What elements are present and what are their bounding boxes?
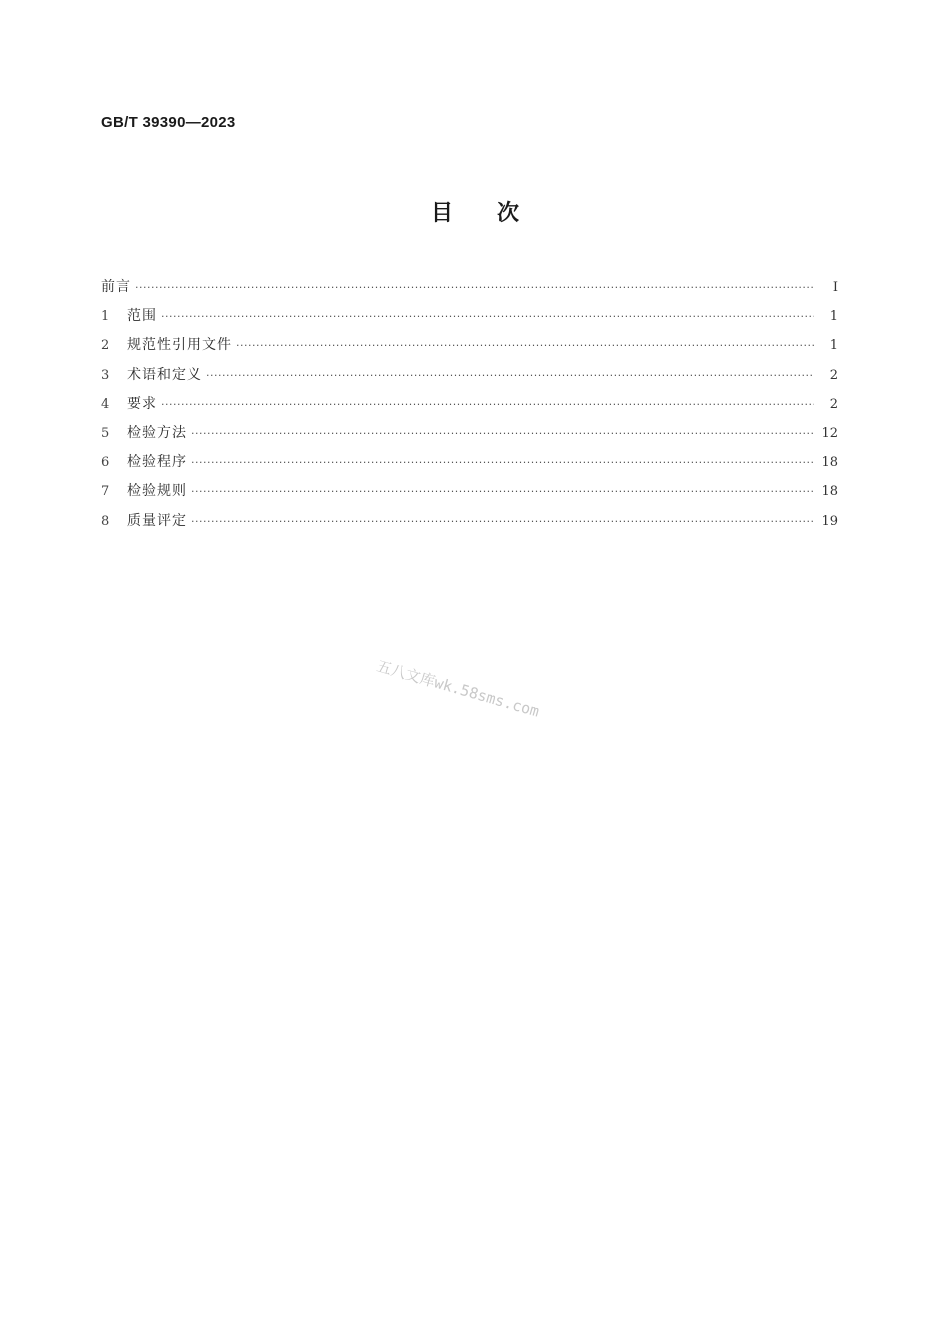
toc-entry-scope[interactable] [101, 305, 838, 334]
toc-entry-label: 要求 [127, 395, 157, 412]
toc-entry-foreword[interactable] [101, 276, 838, 305]
toc-entry-label: 范围 [127, 308, 157, 325]
toc-entry-normative-references[interactable] [101, 334, 838, 363]
toc-leader-dots [161, 398, 814, 411]
toc-entry-label: 检验规则 [127, 483, 187, 500]
toc-entry-label: 检验程序 [127, 454, 187, 471]
toc-entry-test-methods[interactable] [101, 422, 838, 451]
toc-entry-number: 7 [101, 484, 110, 500]
toc-leader-dots [191, 485, 814, 498]
toc-entry-label: 检验方法 [127, 424, 187, 441]
toc-leader-dots [135, 281, 814, 294]
toc-entry-page: 1 [829, 309, 838, 325]
toc-entry-page: 2 [829, 367, 838, 383]
toc-entry-page: 2 [829, 396, 838, 412]
toc-entry-inspection-rules[interactable] [101, 480, 838, 509]
toc-entry-label: 质量评定 [127, 512, 187, 529]
toc-entry-label: 规范性引用文件 [127, 337, 232, 354]
toc-leader-dots [191, 515, 814, 528]
toc-entry-label: 术语和定义 [127, 366, 202, 383]
toc-entry-test-procedure[interactable] [101, 451, 838, 480]
toc-entry-number: 3 [101, 367, 110, 383]
toc-entry-page: Ⅰ [832, 280, 838, 295]
toc-entry-page: 12 [821, 425, 838, 441]
toc-entry-page: 19 [821, 513, 838, 529]
page-title-left: 目 [430, 201, 453, 226]
toc-leader-dots [206, 369, 814, 382]
toc-entry-label: 前言 [101, 279, 131, 295]
watermark: 五八文库wk.58sms.com [374, 656, 542, 721]
toc-entry-page: 1 [829, 338, 838, 354]
toc-entry-terms-definitions[interactable] [101, 364, 838, 393]
toc-leader-dots [161, 310, 814, 323]
toc-entry-number: 6 [101, 455, 110, 471]
toc-entry-number: 5 [101, 425, 110, 441]
toc-entry-page: 18 [821, 484, 838, 500]
table-of-contents [101, 276, 838, 539]
toc-entry-number: 2 [101, 338, 110, 354]
toc-leader-dots [191, 456, 814, 469]
toc-entry-number: 8 [101, 513, 110, 529]
toc-entry-number: 1 [101, 309, 110, 325]
page-title [0, 196, 950, 227]
toc-entry-number: 4 [101, 396, 110, 412]
page-title-right: 次 [497, 201, 520, 226]
toc-entry-quality-assessment[interactable] [101, 510, 838, 539]
standard-code: GB/T 39390—2023 [101, 114, 236, 131]
toc-entry-page: 18 [821, 455, 838, 471]
toc-leader-dots [191, 427, 814, 440]
toc-leader-dots [236, 339, 814, 352]
toc-entry-requirements[interactable] [101, 393, 838, 422]
